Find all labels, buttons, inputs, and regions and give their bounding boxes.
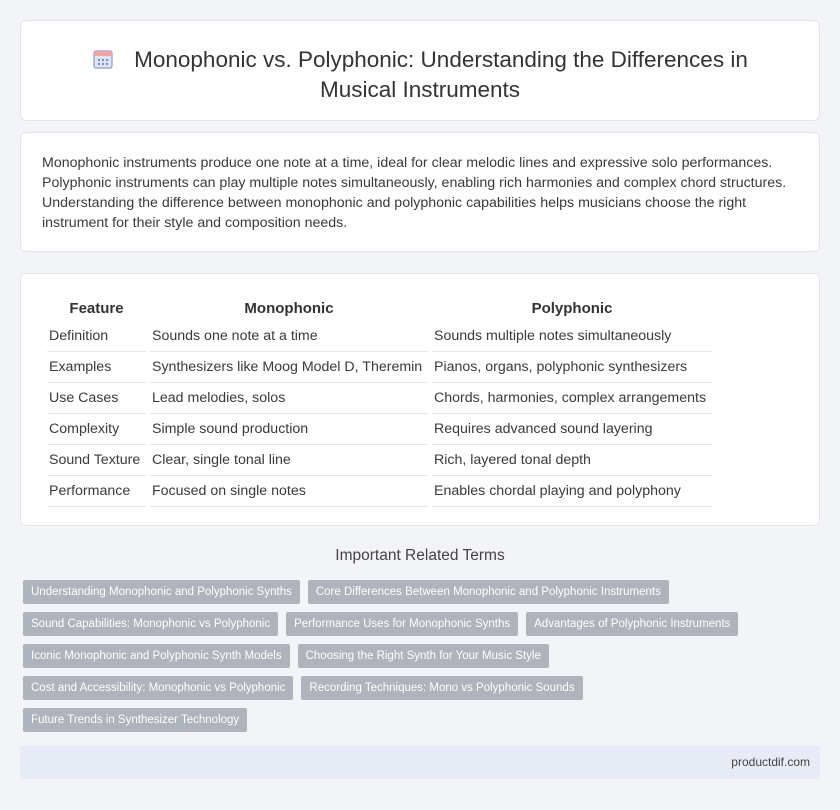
related-terms-title: Important Related Terms bbox=[335, 547, 505, 564]
row-feature: Sound Texture bbox=[47, 445, 146, 476]
related-tag[interactable]: Iconic Monophonic and Polyphonic Synth Models bbox=[23, 644, 290, 668]
row-feature: Definition bbox=[47, 321, 146, 352]
related-tag[interactable]: Performance Uses for Monophonic Synths bbox=[286, 612, 518, 636]
related-tag[interactable]: Cost and Accessibility: Monophonic vs Polyphonic bbox=[23, 676, 293, 700]
page-title bbox=[60, 45, 780, 105]
title-wrap bbox=[21, 45, 819, 105]
table-header-row bbox=[47, 296, 712, 321]
table-row bbox=[47, 414, 712, 445]
row-feature: Performance bbox=[47, 476, 146, 507]
row-feature: Examples bbox=[47, 352, 146, 383]
tag-row bbox=[23, 612, 823, 636]
related-tag[interactable]: Core Differences Between Monophonic and Polyphonic Instruments bbox=[308, 580, 669, 604]
header-monophonic: Monophonic bbox=[244, 300, 334, 317]
related-tag[interactable]: Choosing the Right Synth for Your Music Style bbox=[298, 644, 549, 668]
table-row bbox=[47, 352, 712, 383]
related-tag[interactable]: Advantages of Polyphonic Instruments bbox=[526, 612, 738, 636]
related-tag[interactable]: Understanding Monophonic and Polyphonic Synths bbox=[23, 580, 300, 604]
header-card bbox=[20, 20, 820, 121]
row-monophonic: Sounds one note at a time bbox=[150, 321, 428, 352]
comparison-card bbox=[20, 273, 820, 526]
related-tags bbox=[23, 580, 823, 740]
header-polyphonic: Polyphonic bbox=[531, 300, 613, 317]
row-monophonic: Focused on single notes bbox=[150, 476, 428, 507]
tag-row bbox=[23, 580, 823, 604]
tag-row bbox=[23, 708, 823, 732]
row-monophonic: Synthesizers like Moog Model D, Theremin bbox=[150, 352, 428, 383]
calendar-icon bbox=[92, 48, 114, 70]
related-tag[interactable]: Sound Capabilities: Monophonic vs Polyphonic bbox=[23, 612, 278, 636]
table-row bbox=[47, 321, 712, 352]
tag-row bbox=[23, 644, 823, 668]
footer bbox=[20, 746, 820, 779]
related-tag[interactable]: Future Trends in Synthesizer Technology bbox=[23, 708, 247, 732]
header-feature: Feature bbox=[69, 300, 124, 317]
intro-card bbox=[20, 132, 820, 252]
table-row bbox=[47, 476, 712, 507]
row-feature: Complexity bbox=[47, 414, 146, 445]
page-title-text: Monophonic vs. Polyphonic: Understanding the Differences in Musical Instruments bbox=[134, 47, 748, 102]
related-tag[interactable]: Recording Techniques: Mono vs Polyphonic Sounds bbox=[301, 676, 582, 700]
row-polyphonic: Pianos, organs, polyphonic synthesizers bbox=[432, 352, 712, 383]
table-row bbox=[47, 445, 712, 476]
row-polyphonic: Enables chordal playing and polyphony bbox=[432, 476, 712, 507]
row-monophonic: Simple sound production bbox=[150, 414, 428, 445]
row-polyphonic: Requires advanced sound layering bbox=[432, 414, 712, 445]
row-polyphonic: Rich, layered tonal depth bbox=[432, 445, 712, 476]
row-polyphonic: Sounds multiple notes simultaneously bbox=[432, 321, 712, 352]
row-monophonic: Clear, single tonal line bbox=[150, 445, 428, 476]
footer-site[interactable]: productdif.com bbox=[731, 755, 810, 769]
row-monophonic: Lead melodies, solos bbox=[150, 383, 428, 414]
tag-row bbox=[23, 676, 823, 700]
row-polyphonic: Chords, harmonies, complex arrangements bbox=[432, 383, 712, 414]
table-row bbox=[47, 383, 712, 414]
row-feature: Use Cases bbox=[47, 383, 146, 414]
intro-paragraph: Monophonic instruments produce one note at a time, ideal for clear melodic lines and expressive solo performances. Polyphonic instruments can play multiple notes simultaneously, enabling rich harmonies and complex chord structures. Understanding the difference between monophonic and polyphonic capabilities helps musicians choose the right instrument for their style and composition needs. bbox=[42, 155, 787, 231]
comparison-table bbox=[43, 296, 716, 507]
